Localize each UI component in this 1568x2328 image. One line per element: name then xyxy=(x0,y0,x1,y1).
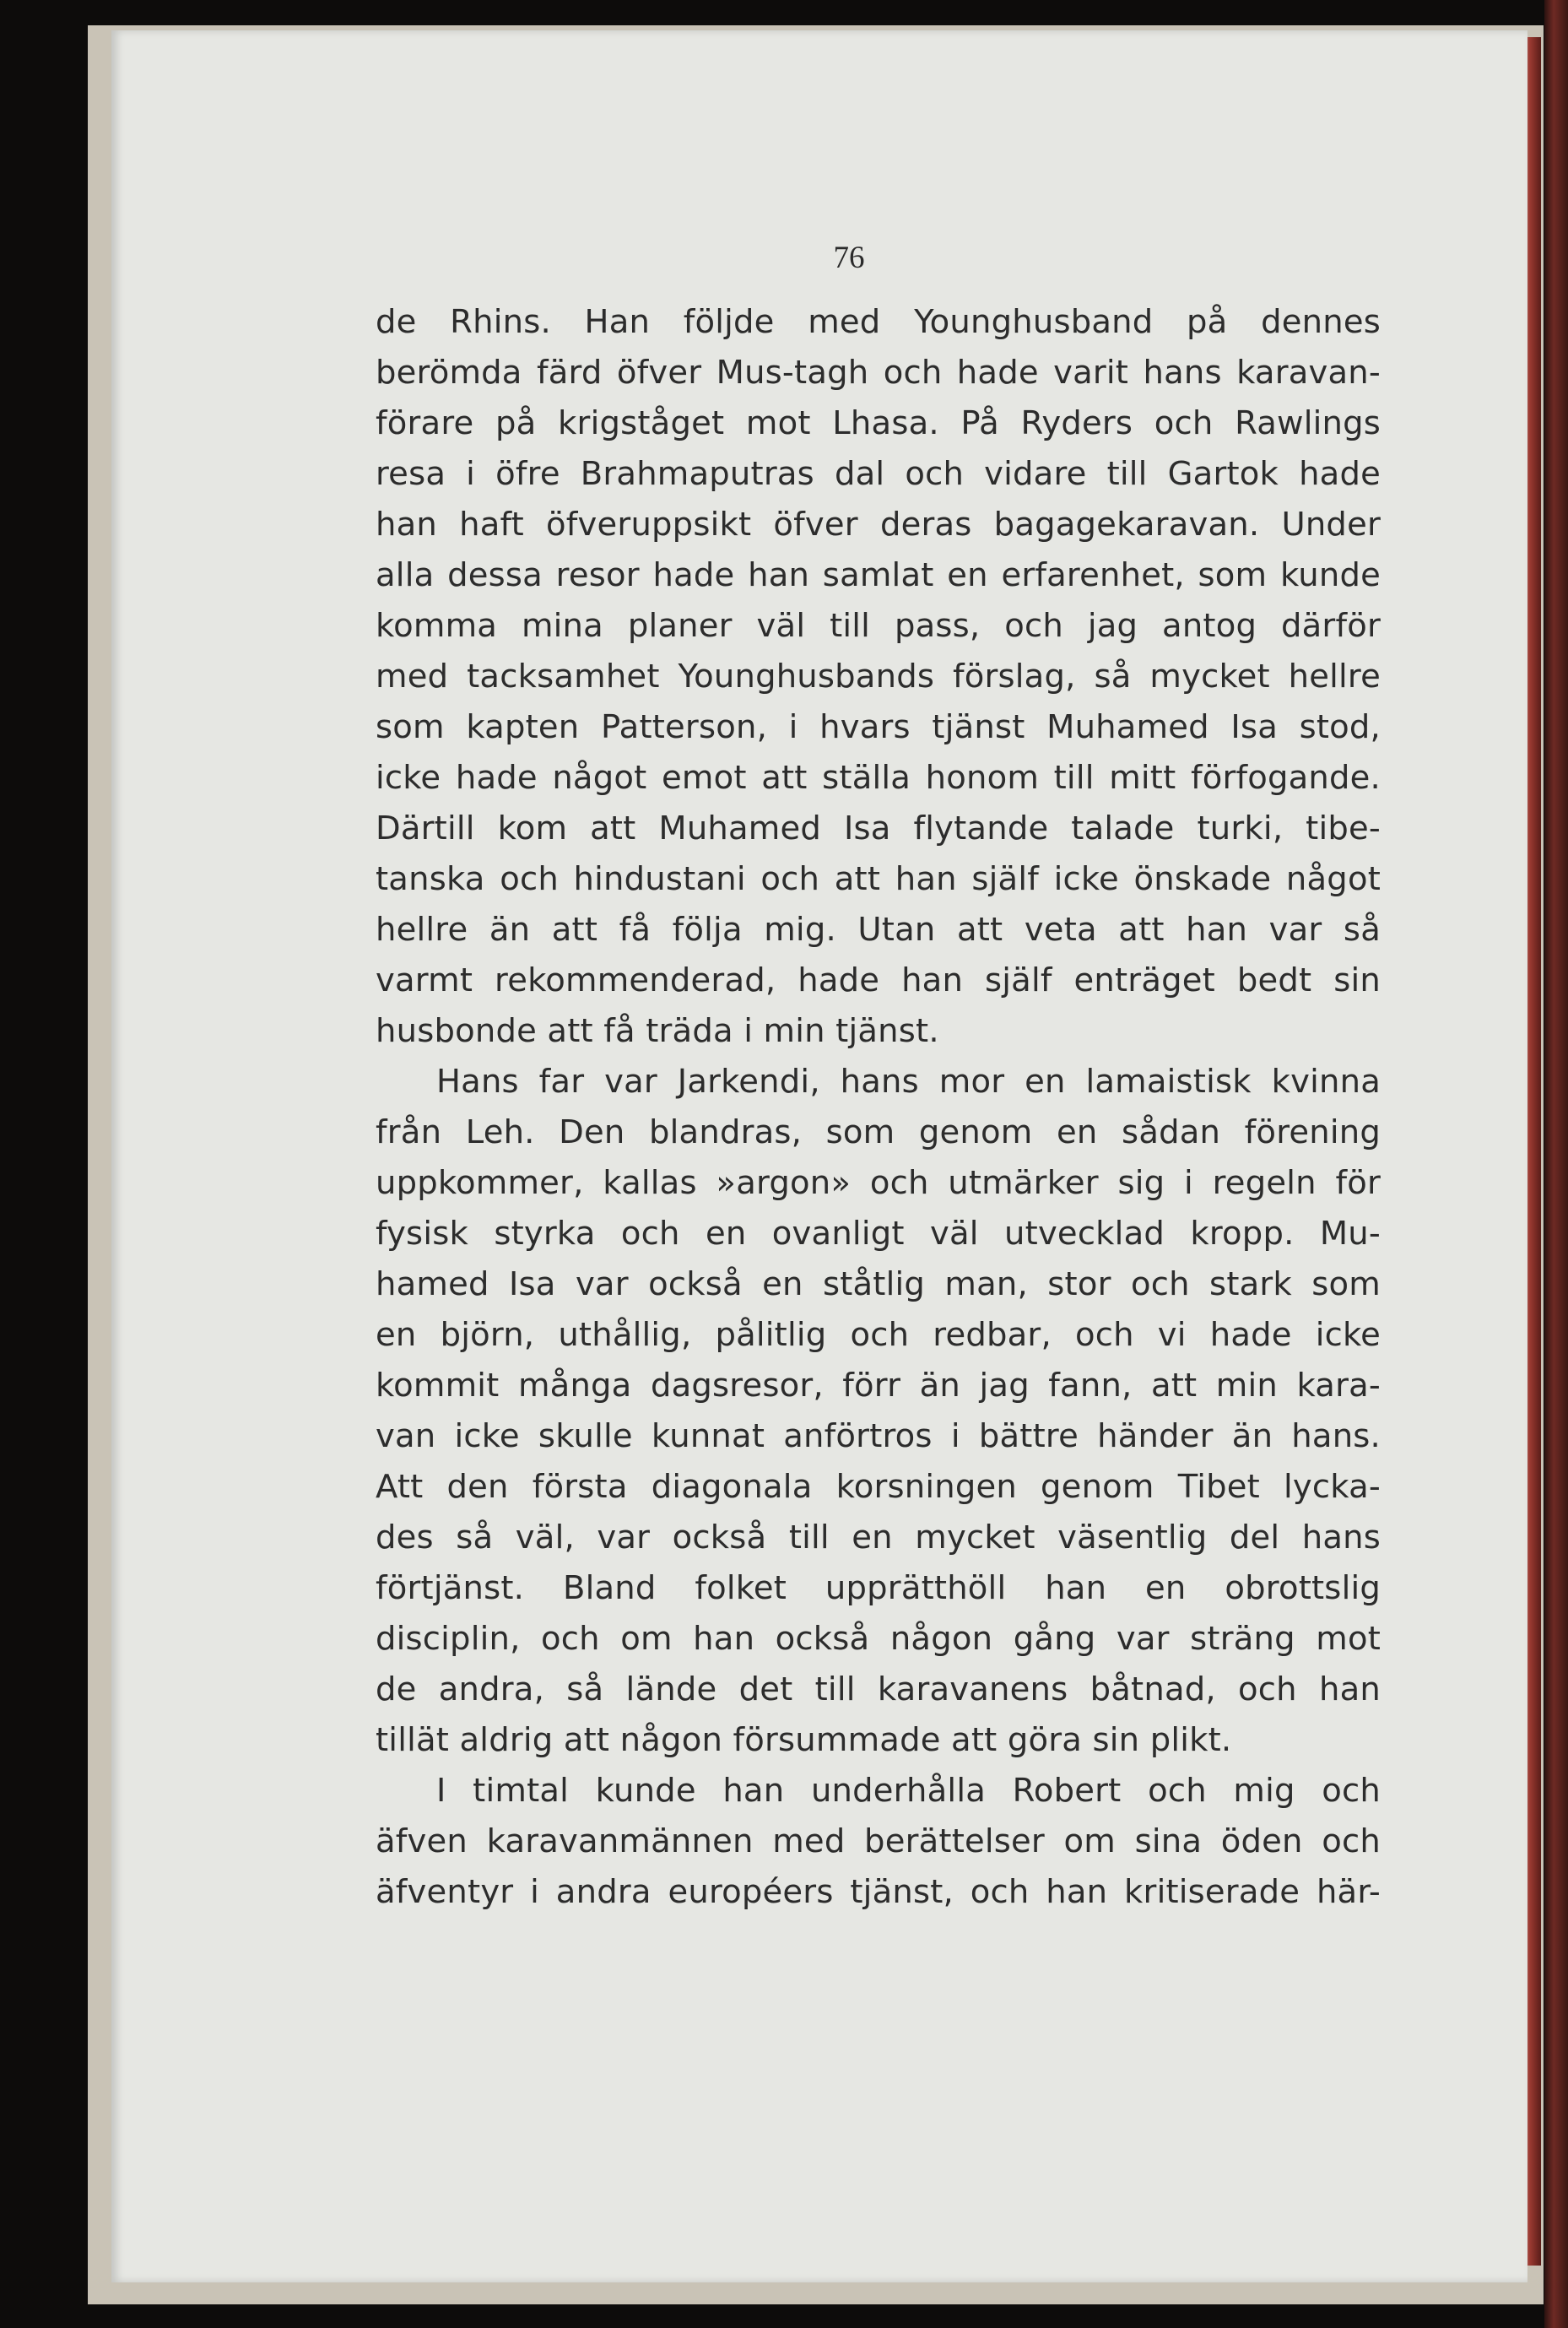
paragraph xyxy=(376,297,1381,1057)
body-text xyxy=(376,297,1381,1918)
text-line: uppkommer, kallas »argon» och utmärker sig i regeln för xyxy=(376,1164,1381,1202)
text-line: Att den första diagonala korsningen genom Tibet lycka- xyxy=(376,1468,1381,1506)
text-line: I timtal kunde han underhålla Robert och mig och xyxy=(436,1772,1381,1810)
text-line: Hans far var Jarkendi, hans mor en lamaistisk kvinna xyxy=(436,1063,1381,1101)
text-line: berömda färd öfver Mus-tagh och hade varit hans karavan- xyxy=(376,354,1381,392)
text-line: som kapten Patterson, i hvars tjänst Muhamed Isa stod, xyxy=(376,708,1381,746)
text-line: icke hade något emot att ställa honom till mitt förfogande. xyxy=(376,759,1381,797)
text-line: kommit många dagsresor, förr än jag fann, att min kara- xyxy=(376,1367,1381,1405)
text-line: med tacksamhet Younghusbands förslag, så mycket hellre xyxy=(376,658,1381,696)
text-line: förare på krigståget mot Lhasa. På Ryders och Rawlings xyxy=(376,404,1381,442)
text-line: hamed Isa var också en ståtlig man, stor och stark som xyxy=(376,1265,1381,1303)
text-line: varmt rekommenderad, hade han själf enträget bedt sin xyxy=(376,961,1381,999)
text-line: hellre än att få följa mig. Utan att veta att han var så xyxy=(376,911,1381,949)
text-line: han haft öfveruppsikt öfver deras bagagekaravan. Under xyxy=(376,506,1381,544)
text-line: disciplin, och om han också någon gång var sträng mot xyxy=(376,1620,1381,1658)
text-line: de andra, så lände det till karavanens båtnad, och han xyxy=(376,1670,1381,1708)
text-line: tillät aldrig att någon försummade att göra sin plikt. xyxy=(376,1721,1232,1759)
text-line: äfventyr i andra européers tjänst, och han kritiserade här- xyxy=(376,1873,1381,1911)
text-line: tanska och hindustani och att han själf icke önskade något xyxy=(376,860,1381,898)
text-line: des så väl, var också till en mycket väsentlig del hans xyxy=(376,1519,1381,1557)
text-line: husbonde att få träda i min tjänst. xyxy=(376,1012,939,1050)
text-line: äfven karavanmännen med berättelser om sina öden och xyxy=(376,1822,1381,1860)
paragraph xyxy=(376,1057,1381,1766)
text-line: en björn, uthållig, pålitlig och redbar, och vi hade icke xyxy=(376,1316,1381,1354)
text-line: från Leh. Den blandras, som genom en sådan förening xyxy=(376,1113,1381,1151)
text-line: resa i öfre Brahmaputras dal och vidare till Gartok hade xyxy=(376,455,1381,493)
page-number: 76 xyxy=(833,241,865,275)
text-line: Därtill kom att Muhamed Isa flytande talade turki, tibe- xyxy=(376,809,1381,847)
text-line: fysisk styrka och en ovanligt väl utvecklad kropp. Mu- xyxy=(376,1215,1381,1253)
book-spine-edge xyxy=(1544,0,1568,2328)
text-line: komma mina planer väl till pass, och jag antog därför xyxy=(376,607,1381,645)
text-line: förtjänst. Bland folket upprätthöll han en obrottslig xyxy=(376,1569,1381,1607)
text-line: de Rhins. Han följde med Younghusband på dennes xyxy=(376,303,1381,341)
text-line: van icke skulle kunnat anförtros i bättre händer än hans. xyxy=(376,1417,1381,1455)
paragraph xyxy=(376,1766,1381,1918)
text-line: alla dessa resor hade han samlat en erfarenhet, som kunde xyxy=(376,556,1381,594)
